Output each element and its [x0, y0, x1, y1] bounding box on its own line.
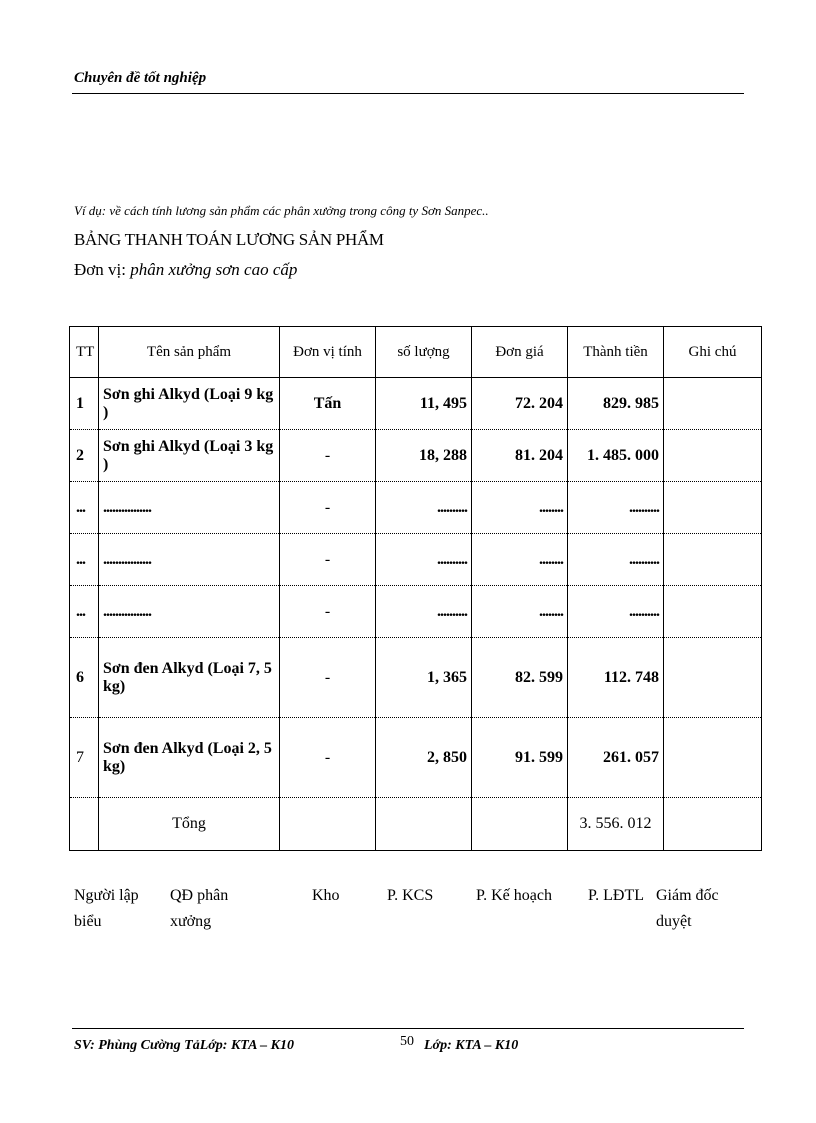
cell-unit: [280, 798, 376, 851]
cell-note: [664, 586, 762, 638]
table-title: BẢNG THANH TOÁN LƯƠNG SẢN PHẨM: [74, 230, 384, 249]
cell-quantity: ..........: [376, 482, 472, 534]
footer-student: SV: Phùng Cường TảLớp: KTA – K10: [74, 1038, 294, 1053]
cell-unit: -: [280, 534, 376, 586]
table-row: [70, 638, 762, 718]
cell-quantity: 1, 365: [376, 638, 472, 718]
cell-quantity: ..........: [376, 534, 472, 586]
total-row: [70, 798, 762, 851]
cell-tt: 1: [70, 378, 99, 430]
signature-warehouse: Kho: [312, 887, 340, 904]
cell-tt: ...: [70, 482, 99, 534]
unit-value: phân xưởng sơn cao cấp: [130, 260, 298, 279]
header-divider: [72, 93, 744, 94]
cell-unit: Tấn: [280, 378, 376, 430]
intro-example: Ví dụ: về cách tính lương sản phẩm các phân xưởng trong công ty Sơn Sanpec..: [74, 203, 489, 218]
header-unit-price: Đơn giá: [472, 327, 568, 378]
cell-unit: -: [280, 638, 376, 718]
signature-planning: P. Kế hoạch: [476, 887, 552, 904]
header-quantity: số lượng: [376, 327, 472, 378]
cell-unit-price: [472, 798, 568, 851]
cell-tt: [70, 798, 99, 851]
footer-divider: [72, 1028, 744, 1029]
cell-amount: ..........: [568, 534, 664, 586]
cell-amount: 261. 057: [568, 718, 664, 798]
table-row: [70, 718, 762, 798]
cell-tt: 6: [70, 638, 99, 718]
cell-amount: ..........: [568, 482, 664, 534]
cell-unit-price: 72. 204: [472, 378, 568, 430]
cell-unit-price: 82. 599: [472, 638, 568, 718]
cell-tt: ...: [70, 534, 99, 586]
signature-labor-wages: P. LĐTL: [588, 887, 644, 904]
cell-note: [664, 430, 762, 482]
cell-note: [664, 638, 762, 718]
total-label: Tổng: [99, 798, 280, 851]
footer-class: Lớp: KTA – K10: [424, 1038, 519, 1053]
table-row: [70, 378, 762, 430]
header-product-name: Tên sản phẩm: [99, 327, 280, 378]
signature-director: Giám đốc duyệt: [656, 887, 719, 930]
header-amount: Thành tiền: [568, 327, 664, 378]
cell-note: [664, 718, 762, 798]
cell-unit-price: ........: [472, 586, 568, 638]
table-row: [70, 586, 762, 638]
table-header-row: [70, 327, 762, 378]
cell-quantity: [376, 798, 472, 851]
cell-product-name: Sơn ghi Alkyd (Loại 9 kg ): [99, 378, 280, 430]
cell-quantity: 18, 288: [376, 430, 472, 482]
cell-product-name: ................: [99, 534, 280, 586]
total-value: 3. 556. 012: [568, 798, 664, 851]
signature-kcs: P. KCS: [387, 887, 434, 904]
header-tt: TT: [70, 327, 99, 378]
cell-unit: -: [280, 482, 376, 534]
cell-unit-price: ........: [472, 534, 568, 586]
header-title: Chuyên đề tốt nghiệp: [74, 70, 207, 86]
cell-unit: -: [280, 430, 376, 482]
header-note: Ghi chú: [664, 327, 762, 378]
cell-product-name: Sơn đen Alkyd (Loại 2, 5 kg): [99, 718, 280, 798]
cell-note: [664, 798, 762, 851]
cell-note: [664, 482, 762, 534]
signature-workshop-manager: QĐ phân xưởng: [170, 887, 229, 930]
table-row: [70, 534, 762, 586]
cell-tt: 2: [70, 430, 99, 482]
cell-amount: 112. 748: [568, 638, 664, 718]
cell-unit-price: 91. 599: [472, 718, 568, 798]
payroll-table: [69, 326, 762, 851]
cell-amount: 1. 485. 000: [568, 430, 664, 482]
cell-product-name: ................: [99, 586, 280, 638]
unit-label: Đơn vị:: [74, 260, 126, 279]
cell-unit-price: ........: [472, 482, 568, 534]
table-row: [70, 482, 762, 534]
cell-note: [664, 378, 762, 430]
cell-unit: -: [280, 718, 376, 798]
table-row: [70, 430, 762, 482]
cell-unit-price: 81. 204: [472, 430, 568, 482]
page-number: 50: [400, 1034, 414, 1049]
signature-preparer: Người lập biểu: [74, 887, 139, 930]
cell-quantity: 2, 850: [376, 718, 472, 798]
cell-tt: ...: [70, 586, 99, 638]
cell-product-name: Sơn ghi Alkyd (Loại 3 kg ): [99, 430, 280, 482]
cell-tt: 7: [70, 718, 99, 798]
cell-note: [664, 534, 762, 586]
cell-amount: ..........: [568, 586, 664, 638]
cell-product-name: ................: [99, 482, 280, 534]
cell-amount: 829. 985: [568, 378, 664, 430]
cell-quantity: ..........: [376, 586, 472, 638]
cell-unit: -: [280, 586, 376, 638]
cell-product-name: Sơn đen Alkyd (Loại 7, 5 kg): [99, 638, 280, 718]
cell-quantity: 11, 495: [376, 378, 472, 430]
header-unit: Đơn vị tính: [280, 327, 376, 378]
unit-line: [74, 260, 297, 280]
